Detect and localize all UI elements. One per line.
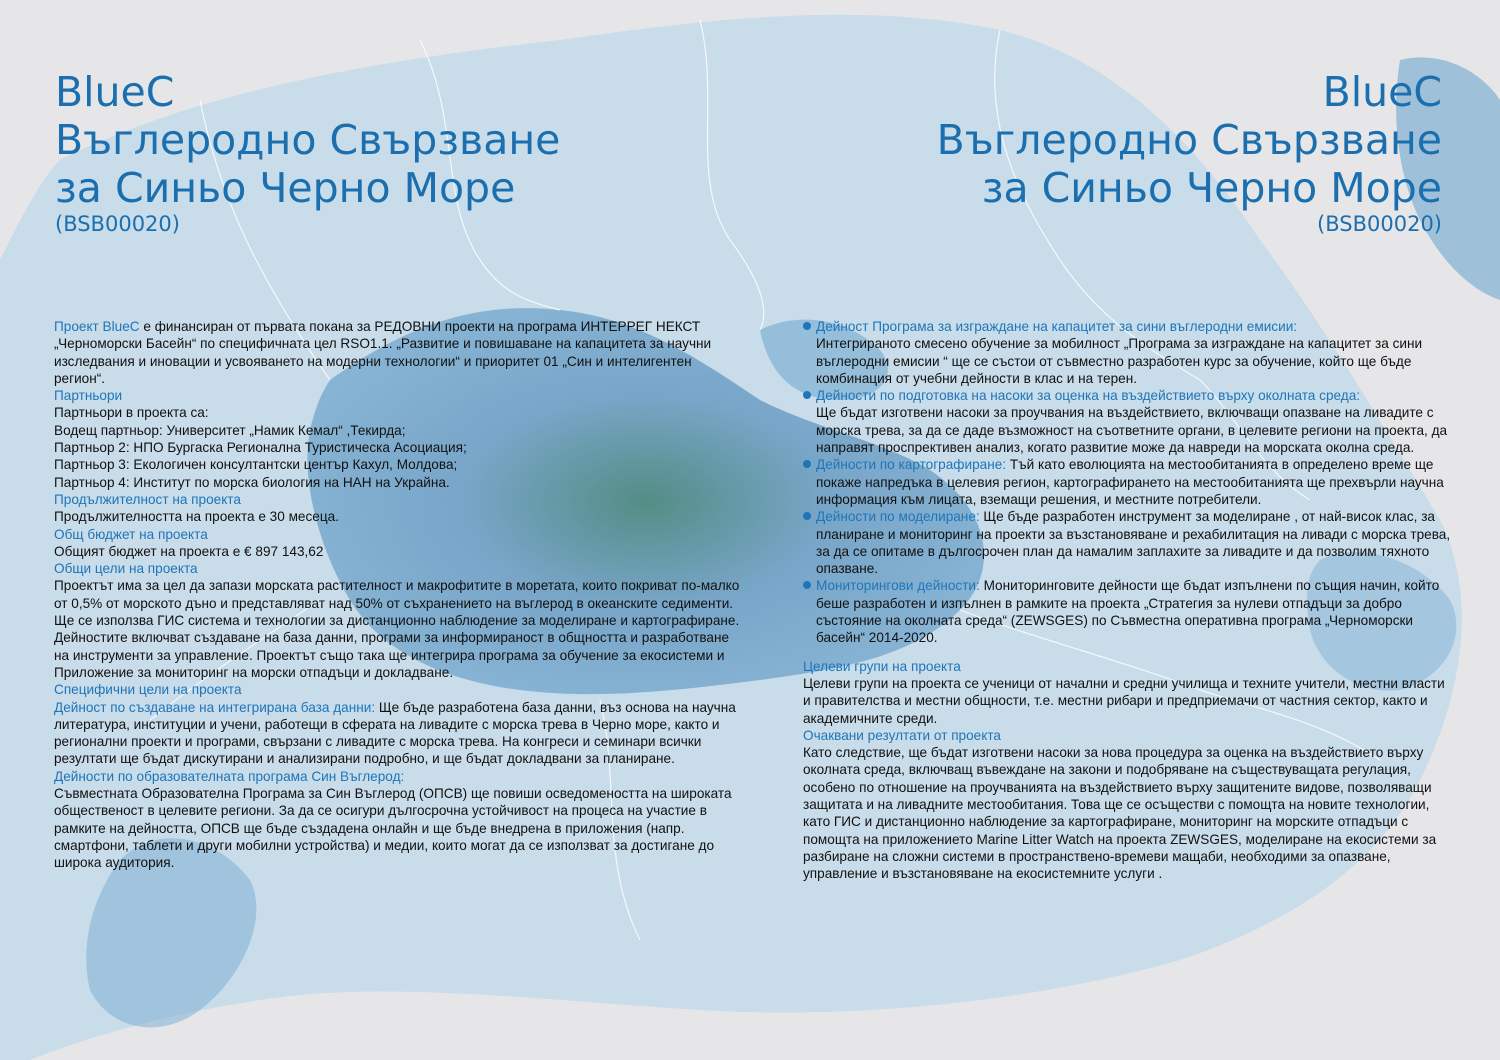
partners-line: Партньор 3: Екологичен консултантски център Кахул, Молдова;: [54, 457, 458, 473]
title-name: BlueC: [55, 68, 175, 116]
title-line1: Въглеродно Свързване: [55, 116, 561, 164]
budget-text: Общият бюджет на проекта е € 897 143,62: [54, 543, 324, 559]
activity-label: Дейност Програма за изграждане на капацитет за сини въглеродни емисии:: [816, 319, 1298, 334]
project-code: (BSB00020): [1317, 212, 1442, 236]
activity-text: Тъй като еволюцията на местообитанията в определено време ще покаже напредъка в целевия регион, картографирането на местообитанията ще прехвърли научна информация към лицата, вземащи решения, и местните потребители.: [816, 457, 1444, 507]
partners-heading: Партньори: [54, 388, 123, 404]
activity-bullet: [803, 508, 1453, 577]
activity-text: Мониторинговите дейности ще бъдат изпълнени по същия начин, който беше разработен и изпълнен в рамките на проекта „Стратегия за нулеви отпадъци за добро състояние на околната среда“ (ZEWSGES) по Съвместна оперативна програма „Черноморски басейн“ 2014-2020.: [816, 578, 1440, 646]
bullet-dot-icon: [803, 460, 811, 468]
title-right: [937, 68, 1442, 236]
specific-goals-heading: Специфични цели на проекта: [54, 682, 242, 698]
activity-bullet: [803, 318, 1453, 387]
left-column: [54, 318, 744, 872]
intro-text: е финансиран от първата покана за РЕДОВНИ проекти на програма ИНТЕРРЕГ НЕКСТ „Черноморски Басейн“ по специфичната цел RSO1.1. „Развитие и повишаване на капацитета за научни изследвания и иновации и усвояването на модерни технологии“ и приоритет 01 „Син и интелигентен регион“.: [54, 319, 712, 386]
partners-line: Партньори в проекта са:: [54, 405, 209, 421]
target-groups-text: Целеви групи на проекта се ученици от начални и средни училища и техните учители, местни власти и правителства и местни общности, т.е. местни рибари и предприемачи от частния сектор, както и академичните среди.: [803, 675, 1445, 726]
education-activity-text: Съвместната Образователна Програма за Син Въглерод (ОПСВ) ще повиши осведомеността на широката общественост в целевите региони. За да се осигури дългосрочна устойчивост на процеса на участие в рамките на дейността, ОПСВ ще бъде създадена онлайн и ще бъде внедрена в приложения (напр. смартфони, таблети и други мобилни устройства) и медии, които могат да се използват за достигане до широка аудитория.: [54, 786, 732, 871]
title-name: BlueC: [1322, 68, 1442, 116]
title-left: [55, 68, 560, 236]
activity-text: Ще бъдат изготвени насоки за проучвания на въздействието, включващи опазване на ливадите с морска трева, за да се даде възможност на съответните органи, в целевите региони на проекта, да направят проспрективен анализ, когато развитие може да навреди на морската околна среда.: [816, 405, 1448, 456]
database-activity-text: Ще бъде разработена база данни, въз основа на научна литература, институции и учени, работещи в сферата на ливадите с морска трева в Черно море, както и регионални проекти и програми, свързани с ливадите с морска трева. На конгреси и семинари всички резултати ще бъдат дискутирани и анализирани подробно, и ще бъдат докладвани за планиране.: [54, 699, 736, 767]
title-line2: за Синьо Черно Море: [981, 164, 1442, 212]
title-line2: за Синьо Черно Море: [55, 164, 516, 212]
partners-line: Водещ партньор: Университет „Намик Кемал“ ,Текирда;: [54, 422, 406, 438]
duration-heading: Продължителност на проекта: [54, 491, 241, 507]
spacer: [803, 647, 1453, 658]
database-activity: [54, 699, 744, 768]
general-goals-text: Проектът има за цел да запази морската растителност и макрофитите в моретата, които покриват по-малко от 0,5% от морското дъно и представляват над 50% от съхранението на въглерод в океанските седименти. Ще се използва ГИС система и технологии за дистанционно наблюдение за моделиране и картографиране. Дейностите включват създаване на база данни, програми за информираност в общността и разработване на инструменти за управление. Проектът също така ще интегрира програма за обучение за екосистеми и Приложение за мониторинг на морски отпадъци и докладване.: [54, 578, 740, 680]
partners-line: Партньор 2: НПО Бургаска Регионална Туристическа Асоциация;: [54, 440, 467, 456]
activity-bullet: [803, 456, 1453, 508]
budget-heading: Общ бюджет на проекта: [54, 526, 208, 542]
activity-text: Интегрираното смесено обучение за мобилност „Програма за изграждане на капацитет за сини въглеродни емисии “ ще се състои от съвместно разработен курс за обучение, който ще бъде комбинация от учебни дейности в клас и на терен.: [816, 336, 1423, 386]
activity-label: Мониторингови дейности:: [816, 578, 980, 594]
activity-bullet: [803, 387, 1453, 456]
bullet-dot-icon: [803, 322, 811, 330]
bullet-dot-icon: [803, 581, 811, 589]
title-line1: Въглеродно Свързване: [936, 116, 1442, 164]
activity-bullet: [803, 577, 1453, 646]
activity-text: Ще бъде разработен инструмент за моделиране , от най-висок клас, за планиране и мониторинг на проекти за възстановяване и рехабилитация на ливади с морска трева, за да се опитаме в дългосрочен план да намалим заплахите за ливадите и да позволим тяхното опазване.: [816, 509, 1451, 577]
partners-line: Партньор 4: Институт по морска биология на НАН на Украйна.: [54, 474, 450, 490]
activity-label: Дейности по моделиране:: [816, 509, 980, 525]
expected-results-heading: Очаквани резултати от проекта: [803, 727, 1001, 743]
right-column: [803, 318, 1453, 883]
database-activity-label: Дейност по създаване на интегрирана база данни:: [54, 699, 376, 715]
bullet-dot-icon: [803, 391, 811, 399]
intro-paragraph: [54, 318, 744, 387]
duration-text: Продължителността на проекта е 30 месеца.: [54, 509, 339, 525]
activity-label: Дейности по картографиране:: [816, 457, 1007, 473]
project-code: (BSB00020): [55, 212, 180, 236]
education-activity-label: Дейности по образователната програма Син Въглерод:: [54, 768, 405, 784]
intro-label: Проект BlueC: [54, 319, 140, 334]
activity-label: Дейности по подготовка на насоки за оценка на въздействието върху околната среда:: [816, 388, 1361, 404]
general-goals-heading: Общи цели на проекта: [54, 561, 198, 577]
expected-results-text: Като следствие, ще бъдат изготвени насоки за нова процедура за оценка на въздействието върху околната среда, включващ въвеждане на закони и подобряване на съществуващата регулация, особено по отношение на проучванията на въздействието върху защитените видове, позволяващи защитата и на ливадните местообитания. Това ще се осъществи с помощта на новите технологии, като ГИС и дистанционно наблюдение за картографиране, мониторинг на морските отпадъци с помощта на приложението Marine Litter Watch на проекта ZEWSGES, моделиране на екосистеми за разбиране на сложни системи в пространствено-времеви мащаби, необходими за опазване, управление и възстановяване на екосистемните услуги .: [803, 745, 1437, 882]
bullet-dot-icon: [803, 512, 811, 520]
target-groups-heading: Целеви групи на проекта: [803, 658, 961, 674]
